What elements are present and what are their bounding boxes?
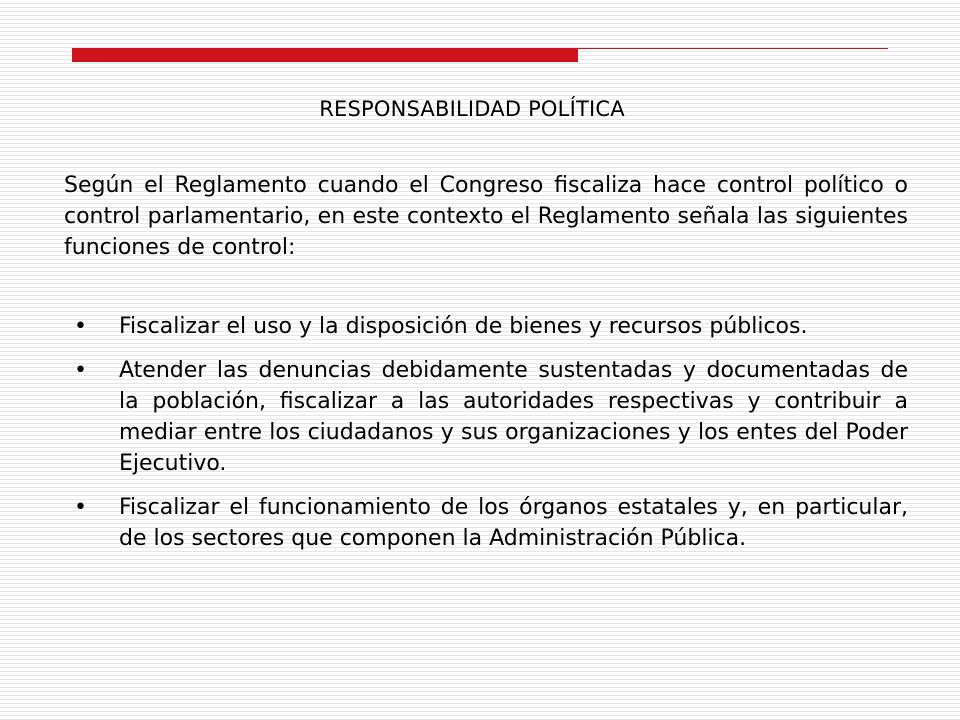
intro-paragraph: Según el Reglamento cuando el Congreso fiscaliza hace control político o control parlamentario, en este contexto el Reglamento señala las siguientes funciones de control: (64, 173, 908, 260)
bullet-item (74, 492, 908, 554)
bullet-text: Fiscalizar el funcionamiento de los órganos estatales y, en particular, de los sectores que componen la Administración Pública. (119, 495, 908, 551)
bullet-dot-icon: • (74, 314, 87, 339)
slide-title: RESPONSABILIDAD POLÍTICA (319, 97, 625, 121)
bullet-item (74, 355, 908, 479)
bullet-dot-icon: • (74, 495, 87, 520)
red-accent-line (578, 48, 888, 49)
bullet-list (74, 311, 908, 567)
bullet-item (74, 311, 908, 342)
bullet-text: Atender las denuncias debidamente sustentadas y documentadas de la población, fiscalizar a las autoridades respectivas y contribuir a mediar entre los ciudadanos y sus organizaciones y los entes del Poder Ejecutivo. (119, 358, 908, 476)
bullet-dot-icon: • (74, 358, 87, 383)
bullet-text: Fiscalizar el uso y la disposición de bienes y recursos públicos. (119, 314, 808, 339)
red-accent-bar (72, 48, 578, 62)
